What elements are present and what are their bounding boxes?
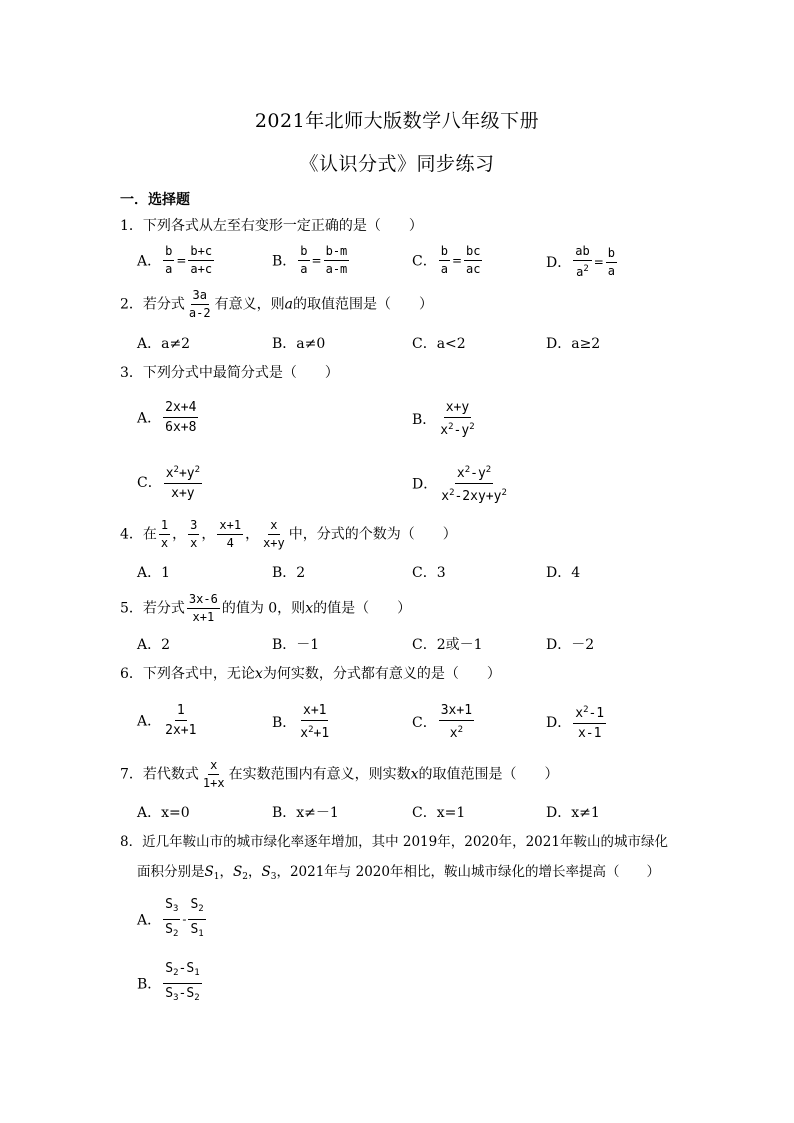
q5-option-a[interactable]: A．2 [137,637,171,653]
frac-num: x+1 [301,702,328,721]
frac-den: x [160,536,169,550]
minus-sign: - [178,986,187,1001]
term: x [441,489,450,504]
frac-den [448,721,465,742]
separator: ， [172,526,187,543]
variable: a [284,296,293,313]
q4-option-b[interactable]: B．2 [272,565,306,581]
superscript: 2 [501,488,507,498]
subscript: 3 [172,904,179,914]
frac-den: a [165,262,173,276]
variable: S [261,864,271,880]
subscript: 1 [194,968,200,978]
option-label: C． [412,253,437,270]
frac-num [163,960,201,984]
frac-num: bc [464,244,482,261]
q2-option-c[interactable]: C．a<2 [412,336,466,352]
q6-option-c[interactable] [412,702,476,742]
equals-sign: = [176,253,187,268]
frac-num: 1 [175,702,187,721]
superscript: 2 [173,465,179,475]
frac-num [188,896,205,920]
subscript: 2 [242,872,248,882]
stem-text: 7．若代数式 [120,766,199,783]
option-label: C． [137,475,162,491]
term: -1 [588,706,605,721]
stem-text: 的值为 0，则 [221,600,306,617]
q3-option-a[interactable] [137,399,200,436]
frac-num: 2x+4 [163,399,198,418]
frac-num: 3x+1 [439,702,474,721]
stem-text: 有意义，则 [214,296,285,313]
equals-sign: = [311,253,322,268]
q4-option-c[interactable]: C．3 [412,565,446,581]
frac-den: a [300,262,308,276]
question-8-stem-line-2: 面积分别是$S_1$，$S_2$，$S_3$，2021年与 2020年相比，鞍山城市绿化的增长率提高（ ） [137,864,660,882]
question-2-stem [120,288,433,321]
frac-num: b [163,244,174,261]
frac-num [164,462,202,484]
stem-text: 的值是（ ） [313,600,412,617]
stem-text: 为何实数，分式都有意义的是（ ） [262,666,501,682]
variable: S [165,897,173,912]
frac-den: a [607,263,615,278]
term: x [456,466,465,481]
frac-num: b [298,244,309,261]
question-8-stem-line-1: 8．近几年鞍山市的城市绿化率逐年增加，其中 2019年，2020年，2021年鞍山的城市绿化 [120,834,668,850]
question-3-stem: 3．下列分式中最简分式是（ ） [120,365,339,381]
term: -y [470,466,486,481]
term: x [575,706,584,721]
term: x [440,423,449,438]
q6-option-a[interactable] [137,702,200,739]
subscript: 3 [173,993,179,1003]
frac-num [573,702,606,724]
frac-den: 1+x [202,776,225,790]
option-label: A． [137,410,162,427]
term: +y [178,466,195,481]
superscript: 2 [449,488,455,498]
q8-option-a[interactable] [137,896,208,943]
option-label: D． [546,715,572,731]
variable: S [165,922,173,937]
term: -y [453,423,470,438]
page-title: 2021年北师大版数学八年级下册 [254,110,540,132]
stem-text: 2．若分式 [120,296,185,313]
equals-sign: = [593,255,604,269]
frac-num [163,896,180,920]
variable: S [186,961,195,976]
q7-option-c[interactable]: C．x=1 [412,805,466,821]
term: x [449,726,458,741]
subscript: 3 [270,872,277,882]
superscript: 2 [464,465,471,475]
superscript: 2 [583,264,589,274]
option-label: A． [137,912,162,929]
q4-option-a[interactable]: A．1 [137,565,171,581]
frac-num: x [268,518,279,535]
equals-sign: = [451,253,463,268]
frac-num: b+c [188,244,214,261]
superscript: 2 [308,725,314,735]
frac-den: x+1 [192,610,215,624]
q3-option-b[interactable] [412,399,479,439]
option-label: B． [412,412,437,428]
superscript: 2 [485,465,492,475]
frac-den: a+c [190,262,213,276]
stem-text: ，2021年与 2020年相比，鞍山城市绿化的增长率提高（ ） [276,864,660,880]
subscript: 2 [194,993,200,1003]
frac-num: 3 [188,518,199,535]
variable: S [204,864,214,880]
frac-num: x+y [444,399,471,418]
frac-num [455,462,493,484]
q5-option-b[interactable]: B．－1 [272,637,320,653]
subscript: 1 [213,872,220,882]
option-label: D． [546,255,572,271]
variable: S [165,961,174,976]
option-label: B． [272,715,297,731]
subscript: 2 [173,968,179,978]
separator: ， [201,526,216,543]
q8-option-b[interactable] [137,960,204,1007]
variable: x [254,666,263,682]
variable: S [232,864,243,880]
frac-den: x [190,536,198,550]
variable: x [410,766,419,783]
question-1-stem: 1．下列各式从左至右变形一定正确的是（ ） [120,218,423,234]
superscript: 2 [448,422,454,432]
variable: x [305,600,314,617]
question-6-stem [120,664,501,684]
question-4-stem [120,518,457,551]
option-label: B． [272,253,297,270]
stem-text: 的取值范围是（ ） [418,766,559,783]
frac-den [188,920,205,943]
frac-num: b [606,246,617,263]
q4-option-d[interactable]: D．4 [546,565,581,581]
stem-text: 中，分式的个数为（ ） [288,526,457,543]
term: -2xy+y [454,489,502,504]
q7-option-b[interactable]: B．x≠－1 [272,805,339,821]
frac-num: b-m [324,244,350,261]
option-label: A． [137,253,162,270]
variable: S [190,922,199,937]
frac-den: ac [466,262,481,276]
subscript: 2 [198,904,204,914]
frac-den: x-1 [577,726,602,741]
q3-option-d[interactable] [412,462,511,505]
term: x [300,726,309,741]
option-label: D． [412,476,438,493]
term: x [165,466,174,481]
option-label: C． [412,715,437,731]
frac-num: 3x-6 [187,592,220,609]
page-subtitle: 《认识分式》同步练习 [299,153,495,175]
frac-den: 2x+1 [165,723,197,738]
q3-option-c[interactable] [137,462,204,502]
q7-option-d[interactable]: D．x≠1 [546,805,600,821]
base: a [576,265,584,279]
q2-option-a[interactable]: A．a≠2 [137,336,191,352]
stem-text: 6．下列各式中，无论 [120,666,255,682]
stem-text: 4．在 [120,526,157,543]
option-label: B． [137,976,162,993]
frac-num: 1 [159,518,170,535]
stem-text: 面积分别是 [137,864,205,880]
superscript: 2 [194,465,201,475]
q7-option-a[interactable]: A．x=0 [137,805,190,821]
stem-text: 5．若分式 [120,600,185,617]
superscript: 2 [583,705,589,715]
q1-option-a[interactable] [137,244,216,277]
section-heading: 一．选择题 [120,192,190,208]
stem-text: 在实数范围内有意义，则实数 [228,766,411,783]
frac-num: x+1 [217,518,243,535]
separator: ， [245,526,260,543]
frac-den: a [440,262,448,276]
frac-den: x+y [263,536,285,550]
frac-den [163,920,180,943]
variable: S [165,986,174,1001]
frac-den [574,261,591,280]
q1-option-b[interactable] [272,244,351,277]
frac-num: 3a [191,288,209,305]
superscript: 2 [469,422,475,432]
superscript: 2 [457,725,463,735]
q5-option-c[interactable]: C．2或－1 [412,637,483,653]
frac-den: 6x+8 [165,420,197,435]
frac-den: a-2 [188,306,211,320]
minus-sign: - [178,961,187,976]
frac-num: b [439,244,450,261]
frac-den: a-m [325,262,348,276]
variable: S [186,986,195,1001]
option-label: A． [137,713,162,730]
frac-num: x [208,758,219,775]
frac-den: 4 [226,536,234,550]
frac-den [163,984,201,1007]
term: +1 [313,726,330,741]
subscript: 2 [172,929,179,939]
minus-sign: - [182,912,187,927]
q2-option-b[interactable]: B．a≠0 [272,336,326,352]
frac-den [298,721,331,742]
q6-option-b[interactable] [272,702,333,742]
variable: S [190,897,199,912]
question-7-stem [120,758,559,791]
frac-den: x+y [171,486,195,501]
frac-den [439,484,509,505]
q6-option-d[interactable] [546,702,608,742]
q2-option-d[interactable]: D．a≥2 [546,336,601,352]
subscript: 1 [198,929,204,939]
frac-num: ab [573,244,591,261]
question-5-stem [120,592,411,625]
q1-option-c[interactable] [412,244,484,277]
frac-den [438,418,476,439]
q1-option-d[interactable] [546,244,619,280]
stem-text: 的取值范围是（ ） [292,296,433,313]
q5-option-d[interactable]: D．－2 [546,637,595,653]
